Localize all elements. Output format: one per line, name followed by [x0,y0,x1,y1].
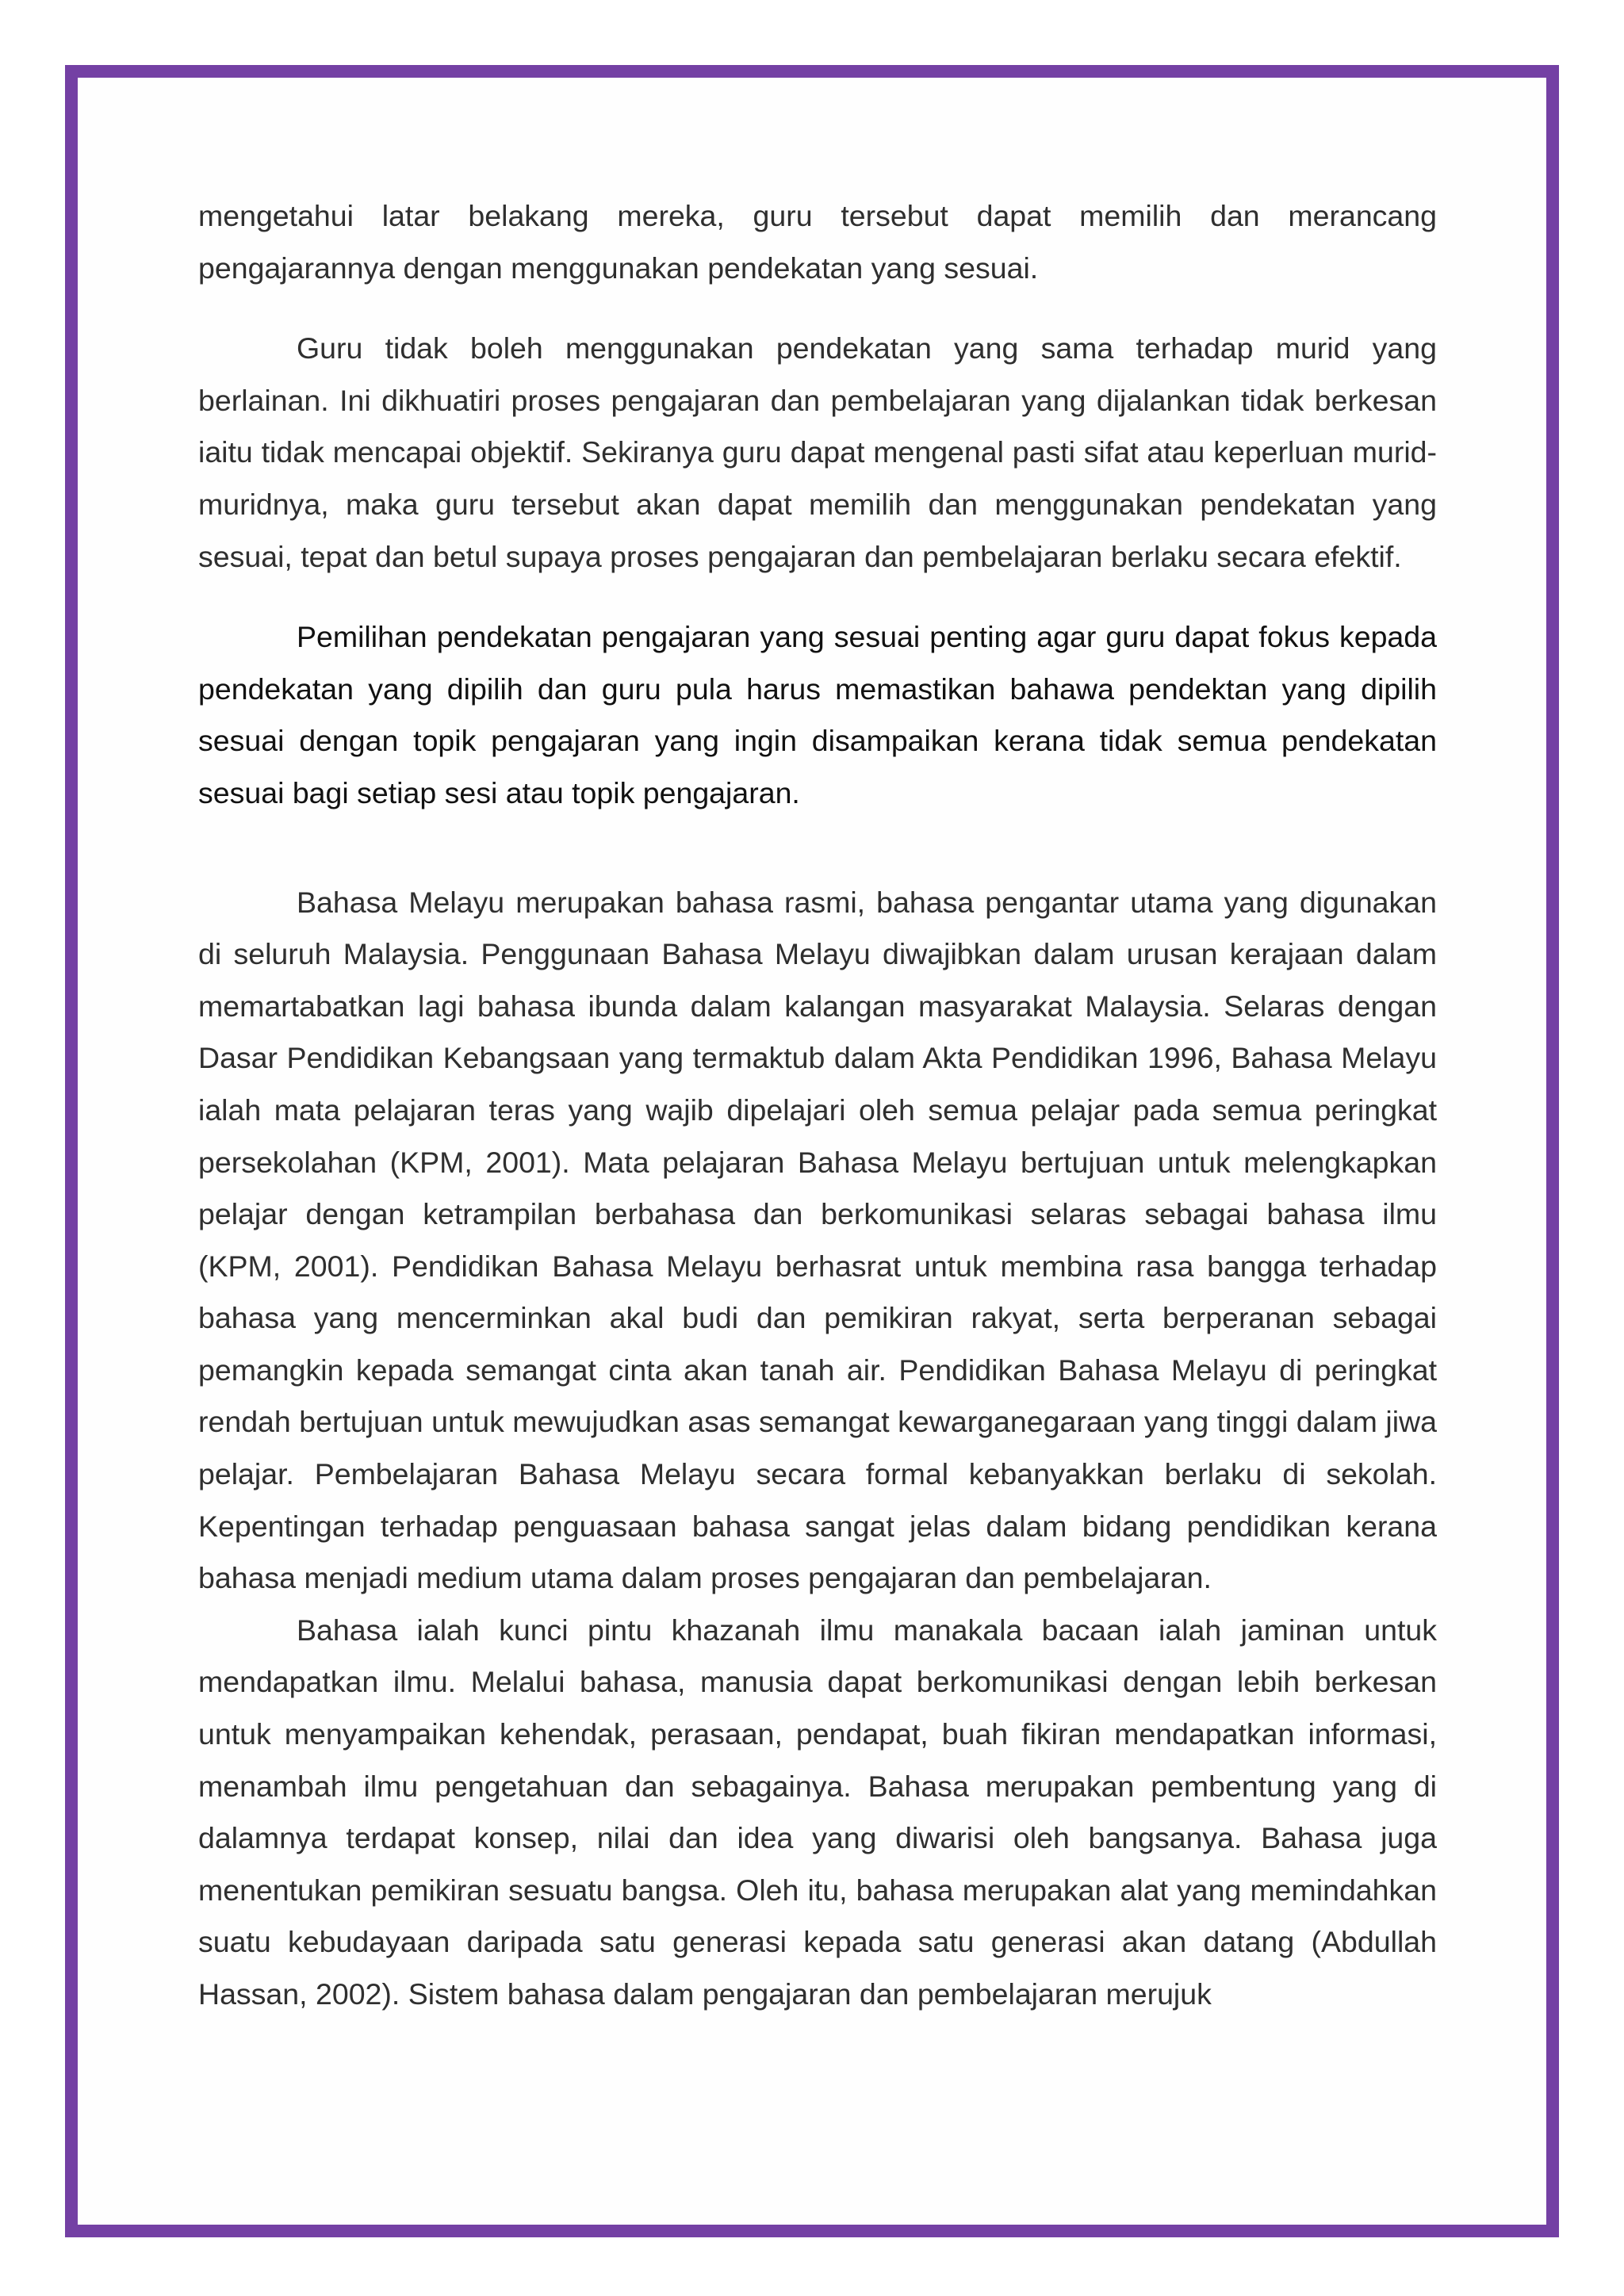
paragraph-guru-pendekatan: Guru tidak boleh menggunakan pendekatan yang sama terhadap murid yang berlainan. Ini dikhuatiri proses pengajaran dan pembelajaran yang dijalankan tidak berkesan iaitu tidak mencapai objektif. Sekiranya guru dapat mengenal pasti sifat atau keperluan murid-muridnya, maka guru tersebut akan dapat memilih dan menggunakan pendekatan yang sesuai, tepat dan betul supaya proses pengajaran dan pembelajaran berlaku secara efektif. [198,331,1437,573]
paragraph-pemilihan-pendekatan: Pemilihan pendekatan pengajaran yang sesuai penting agar guru dapat fokus kepada pendekatan yang dipilih dan guru pula harus memastikan bahawa pendektan yang dipilih sesuai dengan topik pengajaran yang ingin disampaikan kerana tidak semua pendekatan sesuai bagi setiap sesi atau topik pengajaran. [198,620,1437,809]
paragraph-bahasa-melayu: Bahasa Melayu merupakan bahasa rasmi, bahasa pengantar utama yang digunakan di seluruh Malaysia. Penggunaan Bahasa Melayu diwajibkan dalam urusan kerajaan dalam memartabatkan lagi bahasa ibunda dalam kalangan masyarakat Malaysia. Selaras dengan Dasar Pendidikan Kebangsaan yang termaktub dalam Akta Pendidikan 1996, Bahasa Melayu ialah mata pelajaran teras yang wajib dipelajari oleh semua pelajar pada semua peringkat persekolahan (KPM, 2001). Mata pelajaran Bahasa Melayu bertujuan untuk melengkapkan pelajar dengan ketrampilan berbahasa dan berkomunikasi selaras sebagai bahasa ilmu (KPM, 2001). Pendidikan Bahasa Melayu berhasrat untuk membina rasa bangga terhadap bahasa yang mencerminkan akal budi dan pemikiran rakyat, serta berperanan sebagai pemangkin kepada semangat cinta akan tanah air. Pendidikan Bahasa Melayu di peringkat rendah bertujuan untuk mewujudkan asas semangat kewarganegaraan yang tinggi dalam jiwa pelajar. Pembelajaran Bahasa Melayu secara formal kebanyakkan berlaku di sekolah. Kepentingan terhadap penguasaan bahasa sangat jelas dalam bidang pendidikan kerana bahasa menjadi medium utama dalam proses pengajaran dan pembelajaran. [198,885,1437,1595]
document-body [198,190,1437,2021]
paragraph-continuation: mengetahui latar belakang mereka, guru tersebut dapat memilih dan merancang pengajarannya dengan menggunakan pendekatan yang sesuai. [198,199,1437,285]
paragraph-bahasa-kunci-ilmu: Bahasa ialah kunci pintu khazanah ilmu manakala bacaan ialah jaminan untuk mendapatkan ilmu. Melalui bahasa, manusia dapat berkomunikasi dengan lebih berkesan untuk menyampaikan kehendak, perasaan, pendapat, buah fikiran mendapatkan informasi, menambah ilmu pengetahuan dan sebagainya. Bahasa merupakan pembentung yang di dalamnya terdapat konsep, nilai dan idea yang diwarisi oleh bangsanya. Bahasa juga menentukan pemikiran sesuatu bangsa. Oleh itu, bahasa merupakan alat yang memindahkan suatu kebudayaan daripada satu generasi kepada satu generasi akan datang (Abdullah Hassan, 2002). Sistem bahasa dalam pengajaran dan pembelajaran merujuk [198,1613,1437,2011]
